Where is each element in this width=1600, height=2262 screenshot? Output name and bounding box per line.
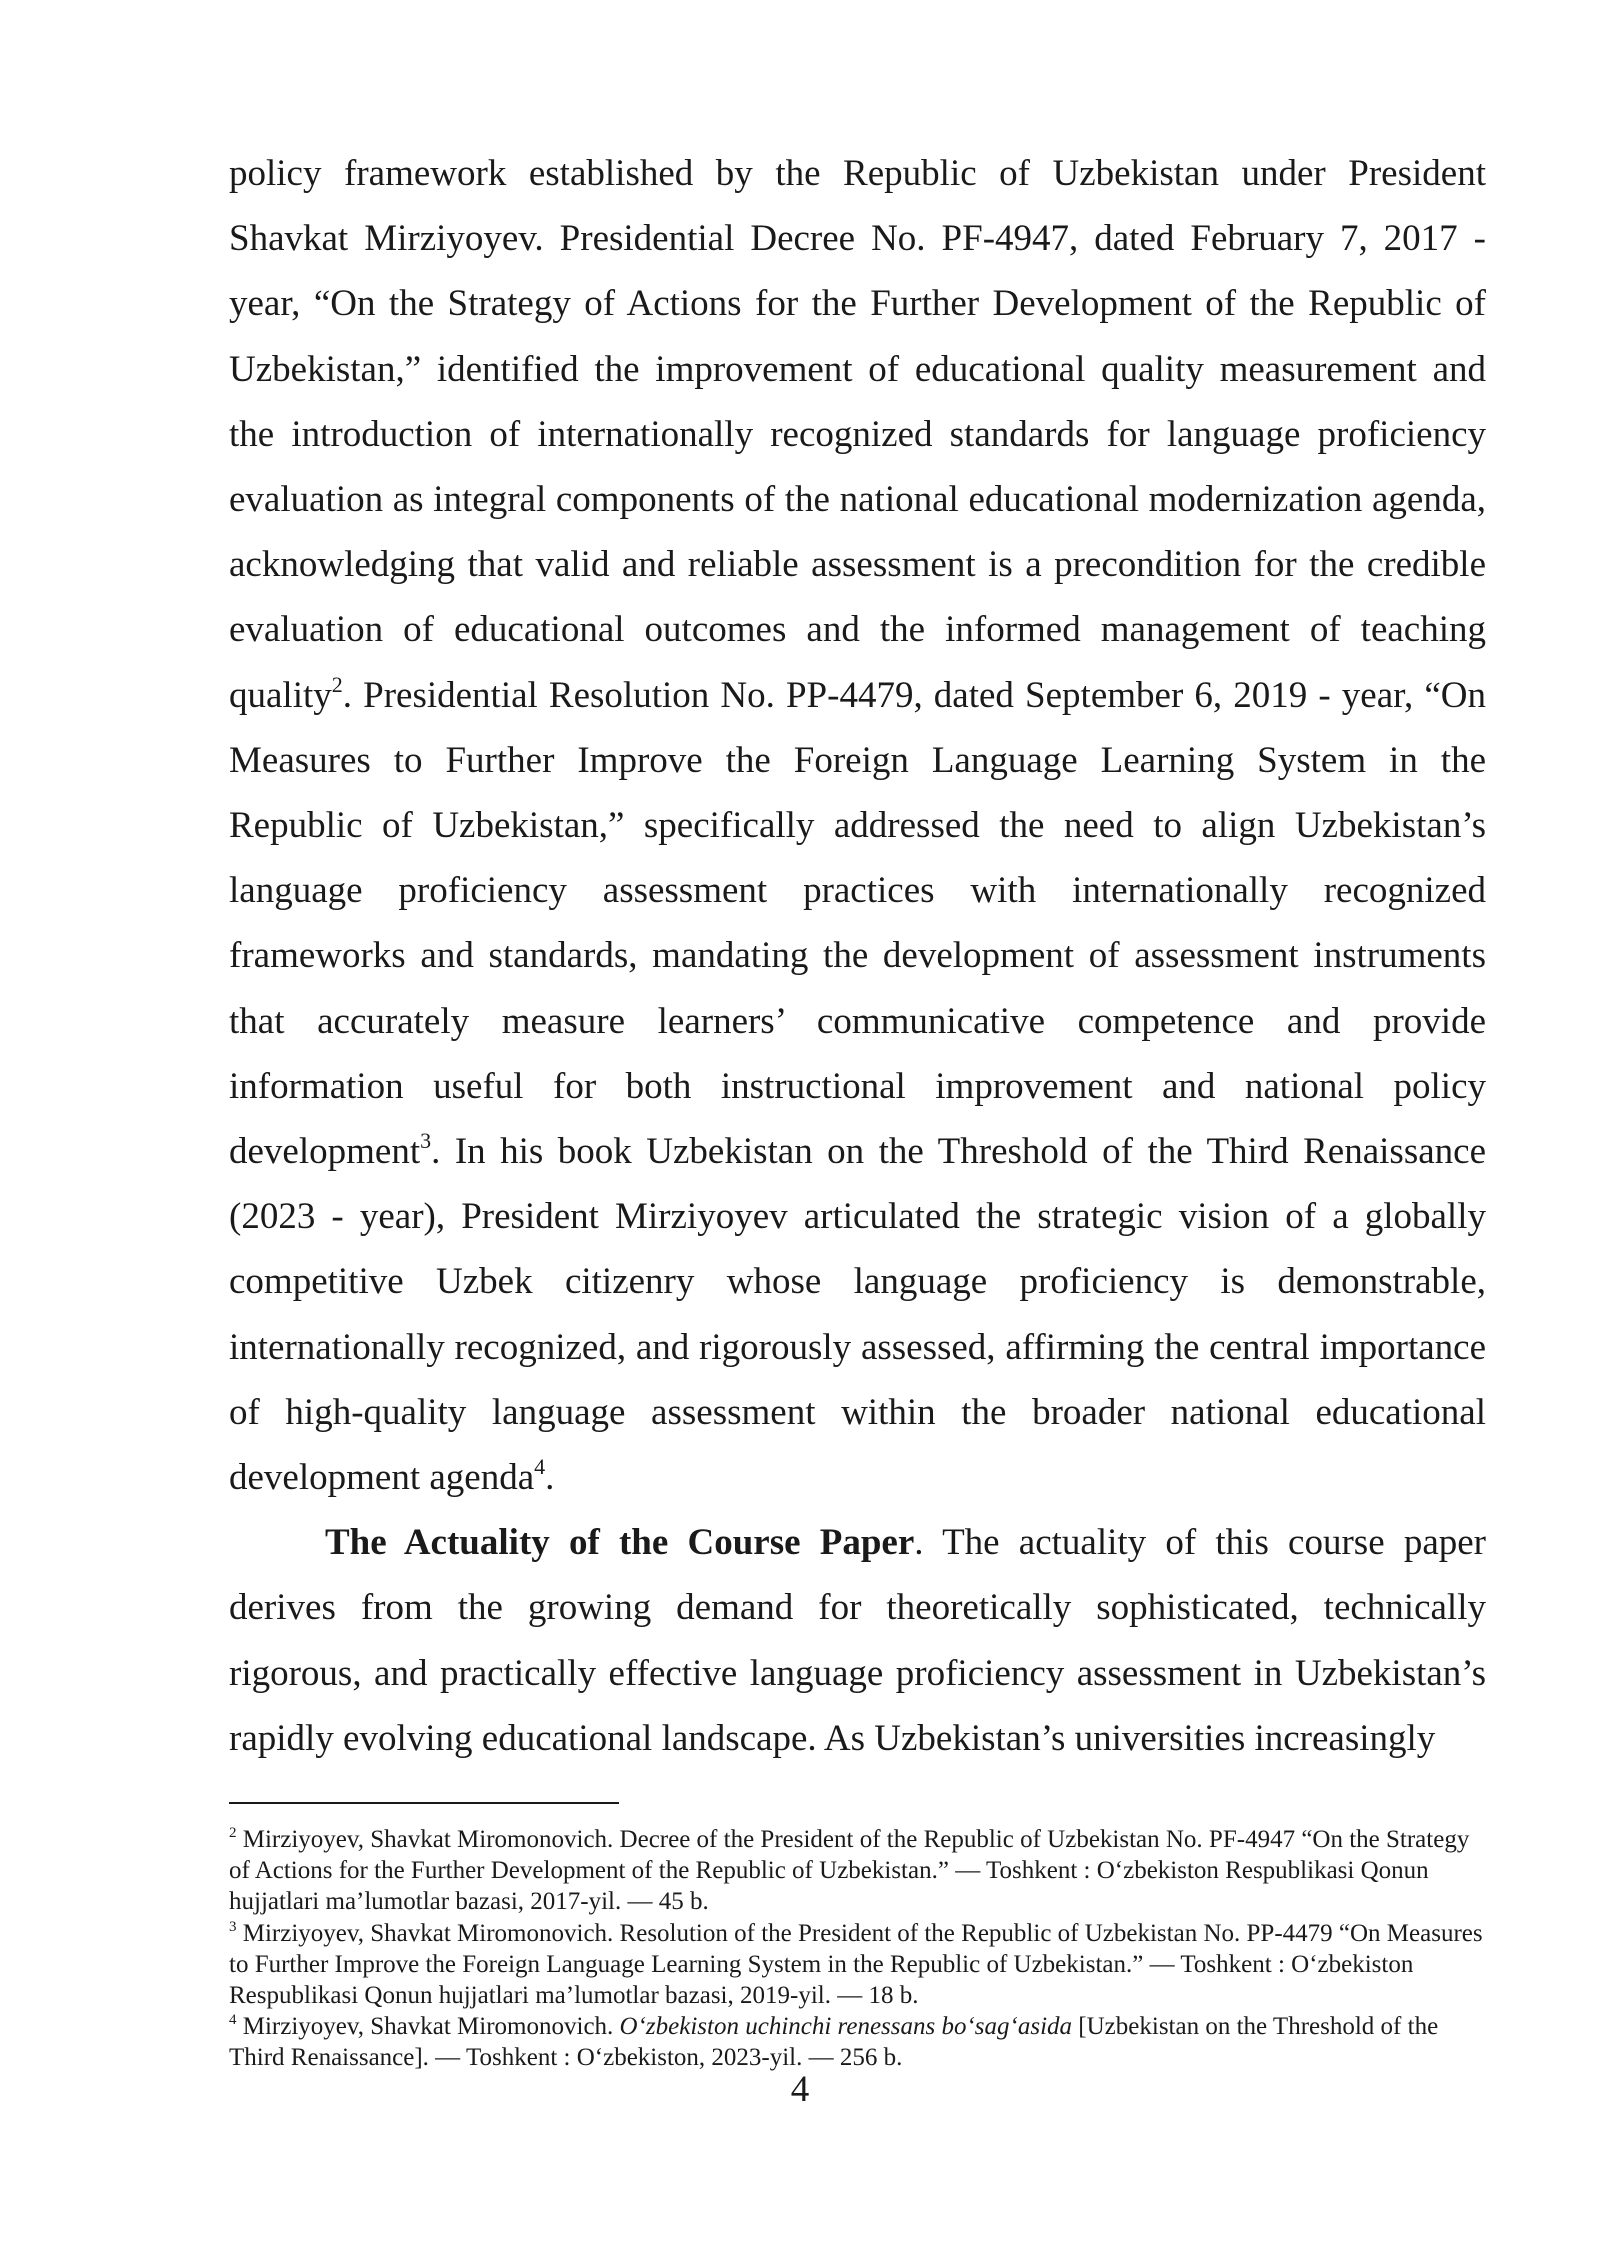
paragraph-text: . The actuality of this course paper derives from the growing demand for theoretically sophisticated, technically rigorous, and practically effective language proficiency assessment in Uzbekistan’s rapidly evolving educational landscape. As Uzbekistan’s universities increasingly (229, 1522, 1486, 1759)
footnote-number: 3 (229, 1918, 237, 1935)
footnote-text: Mirziyoyev, Shavkat Miromonovich. Resolution of the President of the Republic of Uzbekistan No. PP-4479 “On Measures to Further Improve the Foreign Language Learning System in the Republic of Uzbekistan.” — Toshkent : O‘zbekiston Respublikasi Qonun hujjatlari ma’lumotlar bazasi, 2019-yil. — 18 b. (229, 1919, 1483, 2010)
footnote (229, 2011, 1486, 2073)
footnote-number: 4 (229, 2012, 237, 2029)
footnote-reference: 4 (534, 1454, 546, 1480)
paragraph-text: . In his book Uzbekistan on the Threshold of the Third Renaissance (2023 - year), President Mirziyoyev articulated the strategic vision of a globally competitive Uzbek citizenry whose language proficiency is demonstrable, internationally recognized, and rigorously assessed, affirming the central importance of high-quality language assessment within the broader national educational development agenda (229, 1131, 1486, 1499)
footnote-separator (229, 1802, 619, 1804)
footnote-text: [Uzbekistan on the Threshold of the Third Renaissance]. — Toshkent : O‘zbekiston, 2023-yil. — 256 b. (229, 2013, 1439, 2072)
footnote-reference: 3 (420, 1128, 432, 1154)
paragraph-text: . Presidential Resolution No. PP-4479, dated September 6, 2019 - year, “On Measures to Further Improve the Foreign Language Learning System in the Republic of Uzbekistan,” specifically addressed the need to align Uzbekistan’s language proficiency assessment practices with internationally recognized frameworks and standards, mandating the development of assessment instruments that accurately measure learners’ communicative competence and provide information useful for both instructional improvement and national policy development (229, 674, 1486, 1173)
paragraph-text: . (545, 1457, 555, 1499)
footnote-text: Mirziyoyev, Shavkat Miromonovich. (236, 2013, 620, 2041)
footnotes (229, 1824, 1486, 2074)
footnote (229, 1824, 1486, 1918)
paragraph-text: policy framework established by the Republic of Uzbekistan under President Shavkat Mirziyoyev. Presidential Decree No. PF-4947, dated February 7, 2017 - year, “On the Strategy of Actions for the Further Development of the Republic of Uzbekistan,” identified the improvement of educational quality measurement and the introduction of internationally recognized standards for language proficiency evaluation as integral components of the national educational modernization agenda, acknowledging that valid and reliable assessment is a precondition for the credible evaluation of educational outcomes and the informed management of teaching quality (229, 153, 1486, 716)
footnote-text: Mirziyoyev, Shavkat Miromonovich. Decree of the President of the Republic of Uzbekistan No. PF-4947 “On the Strategy of Actions for the Further Development of the Republic of Uzbekistan.” — Toshkent : O‘zbekiston Respublikasi Qonun hujjatlari ma’lumotlar bazasi, 2017-yil. — 45 b. (229, 1826, 1470, 1916)
paragraph-policy-framework (229, 141, 1486, 1510)
footnote-number: 2 (229, 1825, 237, 1841)
body-text (229, 141, 1486, 1771)
section-heading: The Actuality of the Course Paper (325, 1522, 915, 1564)
footnote-reference: 2 (331, 671, 343, 697)
book-title: O‘zbekiston uchinchi renessans bo‘sag‘asida (619, 2013, 1073, 2041)
page-number: 4 (790, 2069, 810, 2110)
paragraph-actuality (229, 1510, 1486, 1771)
footnote (229, 1918, 1486, 2012)
